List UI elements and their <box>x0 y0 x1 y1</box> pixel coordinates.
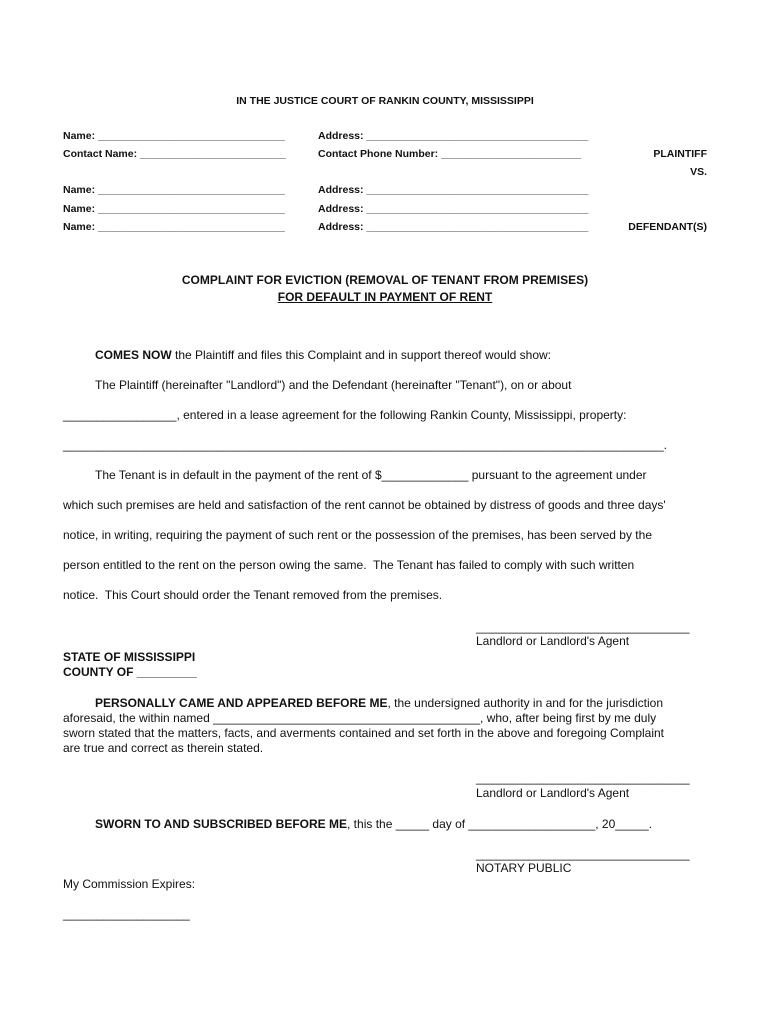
vs-label: VS. <box>690 166 707 178</box>
affidavit-text: , the undersigned authority in and for the jurisdiction <box>387 696 663 710</box>
defendant-name-field[interactable]: Name: ________________________________ <box>63 203 285 215</box>
complaint-title: COMPLAINT FOR EVICTION (REMOVAL OF TENANT FROM PREMISES) <box>181 273 589 287</box>
comes-now-lead: COMES NOW <box>95 348 172 362</box>
sworn-lead: SWORN TO AND SUBSCRIBED BEFORE ME <box>95 817 348 831</box>
affidavit-lead: PERSONALLY CAME AND APPEARED BEFORE ME <box>95 696 388 710</box>
defendant-name-field[interactable]: Name: ________________________________ <box>63 184 285 196</box>
defendant-address-field[interactable]: Address: ______________________________________ <box>318 221 589 233</box>
complaint-subtitle: FOR DEFAULT IN PAYMENT OF RENT <box>277 290 493 304</box>
affiant-name-field[interactable]: aforesaid, the within named ________________________________________, who, after being first by me duly <box>63 711 657 725</box>
defendant-address-field[interactable]: Address: ______________________________________ <box>318 184 589 196</box>
affidavit-line: are true and correct as therein stated. <box>63 741 264 755</box>
notary-label: NOTARY PUBLIC <box>476 861 572 875</box>
landlord-signature-line[interactable]: ________________________________ <box>476 620 690 634</box>
plaintiff-name-field[interactable]: Name: ________________________________ <box>63 130 285 142</box>
property-field[interactable]: __________________________________________________________________________________________. <box>63 438 667 452</box>
court-heading: IN THE JUSTICE COURT OF RANKIN COUNTY, MISSISSIPPI <box>236 95 534 107</box>
default-paragraph-line: notice, in writing, requiring the payment of such rent or the possession of the premises, has been served by the <box>63 528 652 542</box>
landlord-signature-label: Landlord or Landlord's Agent <box>476 634 630 648</box>
comes-now-paragraph <box>95 348 551 362</box>
notary-signature-line[interactable]: ________________________________ <box>476 847 690 861</box>
default-paragraph-line: The Tenant is in default in the payment of the rent of $_____________ pursuant to the agreement under <box>95 468 647 482</box>
commission-label: My Commission Expires: <box>63 877 196 891</box>
sworn-line <box>95 817 652 831</box>
landlord-signature-label: Landlord or Landlord's Agent <box>476 786 630 800</box>
defendant-address-field[interactable]: Address: ______________________________________ <box>318 203 589 215</box>
sworn-date-fields[interactable]: , this the _____ day of ___________________, 20_____. <box>347 817 652 831</box>
lease-paragraph-line: The Plaintiff (hereinafter "Landlord") and the Defendant (hereinafter "Tenant"), on or about <box>95 378 572 392</box>
contact-phone-field[interactable]: Contact Phone Number: ________________________ <box>318 148 582 160</box>
lease-date-field[interactable]: _________________, entered in a lease agreement for the following Rankin County, Mississippi, property: <box>63 408 627 422</box>
default-paragraph-line: person entitled to the rent on the person owing the same. The Tenant has failed to comply with such written <box>63 558 635 572</box>
default-paragraph-line: notice. This Court should order the Tenant removed from the premises. <box>63 588 443 602</box>
contact-name-field[interactable]: Contact Name: _________________________ <box>63 148 287 160</box>
affidavit-line <box>95 696 663 710</box>
comes-now-text: the Plaintiff and files this Complaint and in support thereof would show: <box>171 348 552 362</box>
default-paragraph-line: which such premises are held and satisfaction of the rent cannot be obtained by distress of goods and three days' <box>63 498 666 512</box>
plaintiff-label: PLAINTIFF <box>653 148 707 160</box>
landlord-signature-line[interactable]: ________________________________ <box>476 771 690 785</box>
county-field[interactable]: COUNTY OF _________ <box>63 665 197 679</box>
defendant-label: DEFENDANT(S) <box>628 221 707 233</box>
affidavit-line: sworn stated that the matters, facts, and averments contained and set forth in the above and foregoing Complaint <box>63 726 665 740</box>
defendant-name-field[interactable]: Name: ________________________________ <box>63 221 285 233</box>
commission-expiry-field[interactable]: ___________________ <box>63 907 190 921</box>
state-label: STATE OF MISSISSIPPI <box>63 650 196 664</box>
plaintiff-address-field[interactable]: Address: ______________________________________ <box>318 130 589 142</box>
